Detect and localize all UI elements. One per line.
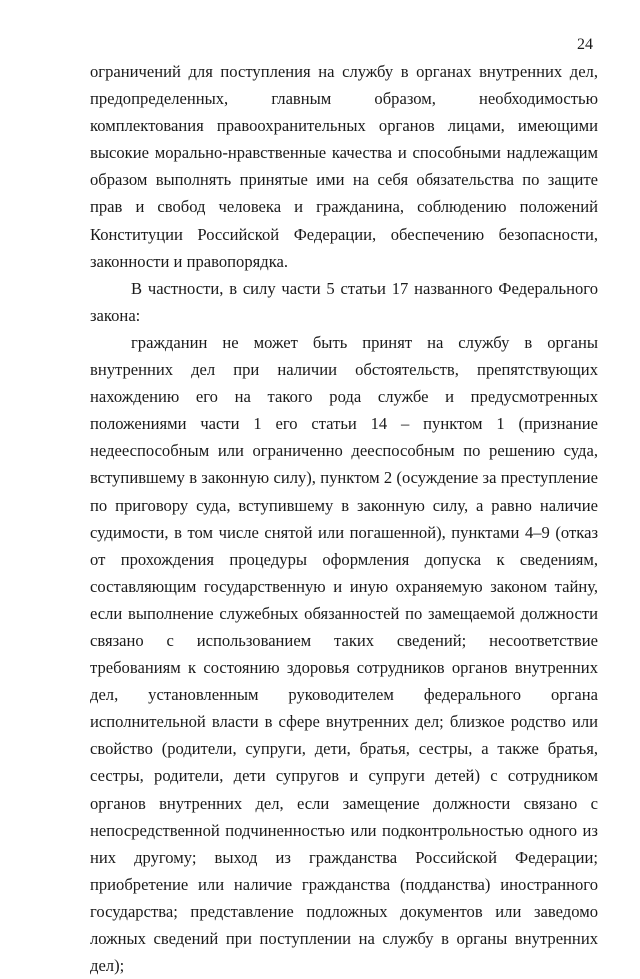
paragraph-main: гражданин не может быть принят на службу в органы внутренних дел при наличии обстоятельств, препятствующих нахождению его на такого рода службе и предусмотренных положениями части 1 его статьи 14 – пунктом 1 (признание недееспособным или ограниченно дееспособным по решению суда, вступившему в законную силу), пунктом 2 (осуждение за преступление по приговору суда, вступившему в законную силу, а равно наличие судимости, в том числе снятой или погашенной), пунктами 4–9 (отказ от прохождения процедуры оформления допуска к сведениям, составляющим государственную и иную охраняемую законом тайну, если выполнение служебных обязанностей по замещаемой должности связано с использованием таких сведений; несоответствие требованиям к состоянию здоровья сотрудников органов внутренних дел, установленным руководителем федерального органа исполнительной власти в сфере внутренних дел; близкое родство или свойство (родители, супруги, дети, братья, сестры, а также братья, сестры, родители, дети супругов и супруги детей) с сотрудником органов внутренних дел, если замещение должности связано с непосредственной подчиненностью или подконтрольностью одного из них другому; выход из гражданства Российской Федерации; приобретение или наличие гражданства (подданства) иностранного государства; представление подложных документов или заведомо ложных сведений при поступлении на службу в органы внутренних дел);: [90, 332, 598, 976]
paragraph-intro: В частности, в силу части 5 статьи 17 названного Федерального закона:: [90, 278, 598, 325]
document-body: [90, 58, 598, 979]
page-number: 24: [577, 36, 593, 53]
paragraph-continuation: ограничений для поступления на службу в органах внутренних дел, предопределенных, главным образом, необходимостью комплектования правоохранительных органов лицами, имеющими высокие морально-нравственные качества и способными надлежащим образом выполнять принятые ими на себя обязательства по защите прав и свобод человека и гражданина, соблюдению положений Конституции Российской Федерации, обеспечению безопасности, законности и правопорядка.: [90, 62, 598, 271]
